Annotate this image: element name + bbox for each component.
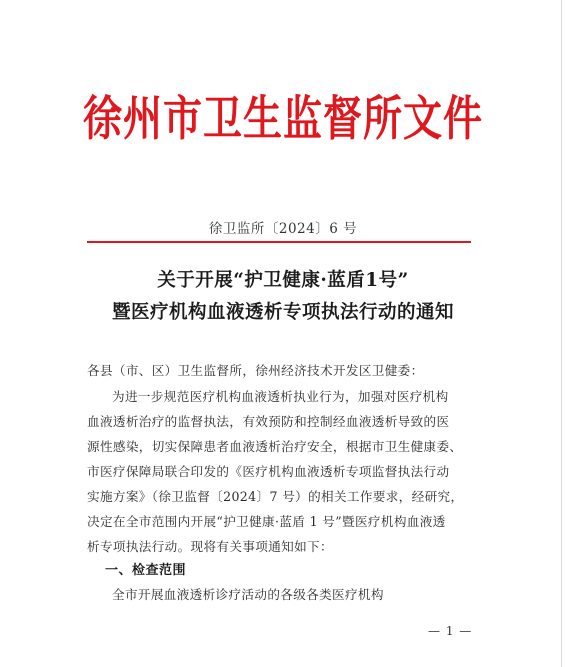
notice-title-line-1: 关于开展“护卫健康·蓝盾1号” bbox=[157, 270, 409, 291]
paragraph-line: 析专项执法行动。现将有关事项通知如下： bbox=[87, 539, 333, 554]
document-header-title: 徐州市卫生监督所文件 bbox=[82, 91, 483, 148]
paragraph-line: 为进一步规范医疗机构血液透析执业行为，加强对医疗机构 bbox=[112, 389, 449, 404]
addressee-line: 各县（市、区）卫生监督所，徐州经济技术开发区卫健委： bbox=[87, 363, 424, 378]
section-text-scope: 全市开展血液透析诊疗活动的各级各类医疗机构 bbox=[112, 587, 384, 602]
notice-title-line-2: 暨医疗机构血液透析专项执法行动的通知 bbox=[111, 302, 454, 323]
document-number: 徐卫监所〔2024〕6 号 bbox=[208, 221, 358, 237]
page-number: — 1 — bbox=[428, 624, 473, 638]
red-separator-line bbox=[87, 241, 471, 243]
paragraph-line: 实施方案》（徐卫监督〔2024〕7 号）的相关工作要求，经研究， bbox=[87, 489, 464, 504]
paragraph-line: 源性感染，切实保障患者血液透析治疗安全，根据市卫生健康委、 bbox=[87, 439, 463, 454]
paragraph-line: 市医疗保障局联合印发的《医疗机构血液透析专项监督执法行动 bbox=[87, 464, 450, 479]
paragraph-line: 决定在全市范围内开展“护卫健康·蓝盾 1 号”暨医疗机构血液透 bbox=[87, 514, 446, 529]
paragraph-line: 血液透析治疗的监督执法，有效预防和控制经血液透析导致的医 bbox=[87, 414, 450, 429]
section-heading-scope: 一、检查范围 bbox=[105, 563, 187, 578]
